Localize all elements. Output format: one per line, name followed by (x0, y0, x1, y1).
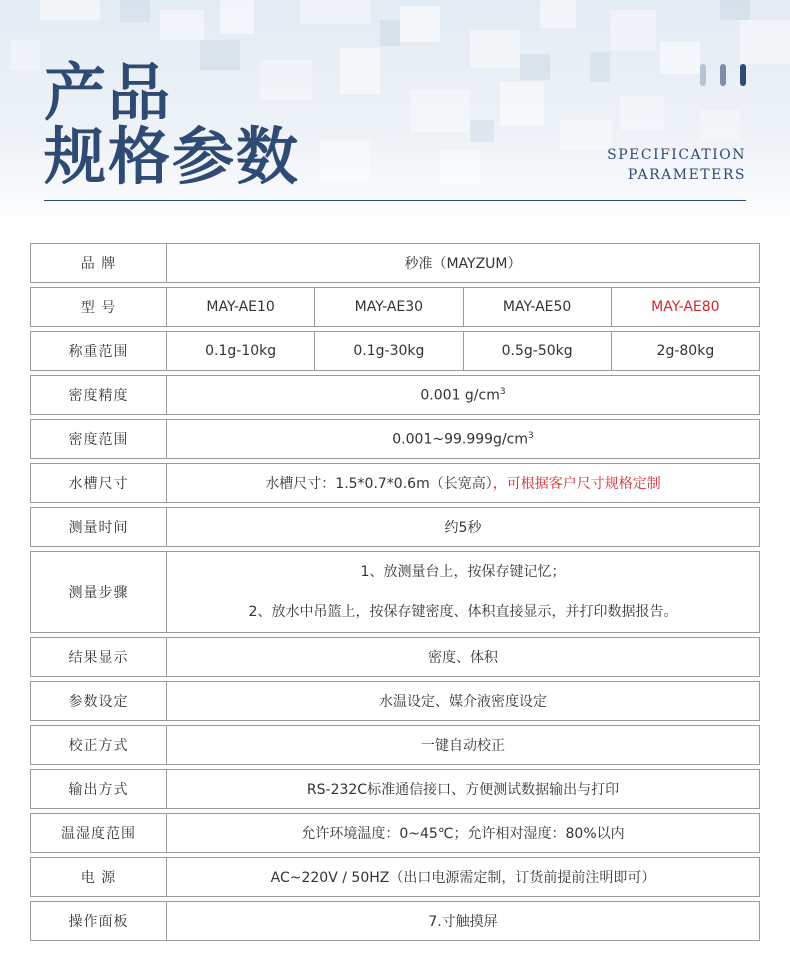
table-row (31, 814, 760, 853)
row-value: 一键自动校正 (167, 726, 760, 765)
header-banner (0, 0, 790, 236)
table-row (31, 726, 760, 765)
range-cell: 0.1g-10kg (205, 343, 277, 359)
row-label: 品 牌 (31, 244, 167, 283)
row-label: 测量步骤 (31, 552, 167, 633)
row-label: 电 源 (31, 858, 167, 897)
row-value (167, 552, 760, 633)
row-value: 水温设定、媒介液密度设定 (167, 682, 760, 721)
range-cell: 0.5g-50kg (463, 332, 611, 370)
table-row (31, 638, 760, 677)
row-value: 密度、体积 (167, 638, 760, 677)
row-value (167, 420, 760, 459)
tank-custom-note: ，可根据客户尺寸规格定制 (492, 476, 661, 492)
row-value: RS-232C标准通信接口、方便测试数据输出与打印 (167, 770, 760, 809)
table-row (31, 858, 760, 897)
model-cell-highlight: MAY-AE80 (611, 288, 759, 326)
row-label: 结果显示 (31, 638, 167, 677)
table-row (31, 332, 760, 371)
table-row (31, 244, 760, 283)
decor-bar (700, 64, 706, 86)
range-cell: 2g-80kg (611, 332, 759, 370)
row-label: 密度精度 (31, 376, 167, 415)
table-row (31, 420, 760, 459)
density-range-value: 0.001~99.999g/cm (392, 431, 528, 448)
row-value: 允许环境温度：0~45℃；允许相对湿度：80%以内 (167, 814, 760, 853)
range-cell: 0.1g-30kg (314, 332, 462, 370)
row-value (167, 376, 760, 415)
subtitle-line2: PARAMETERS (627, 167, 746, 183)
row-label: 水槽尺寸 (31, 464, 167, 503)
row-value: 7.寸触摸屏 (167, 902, 760, 941)
page-title-line2: 规格参数 (44, 120, 301, 193)
model-cell: MAY-AE10 (206, 299, 275, 315)
density-precision-value: 0.001 g/cm (420, 387, 500, 404)
row-value (167, 464, 760, 503)
row-value: 约5秒 (167, 508, 760, 547)
table-row (31, 770, 760, 809)
row-label: 操作面板 (31, 902, 167, 941)
header-divider (44, 200, 746, 201)
row-value: AC~220V / 50HZ（出口电源需定制，订货前提前注明即可） (167, 858, 760, 897)
model-cell: MAY-AE50 (463, 288, 611, 326)
row-value: 秒准（MAYZUM） (167, 244, 760, 283)
row-label: 校正方式 (31, 726, 167, 765)
row-label: 型 号 (31, 288, 167, 327)
row-label: 称重范围 (31, 332, 167, 371)
tank-size-value: 水槽尺寸：1.5*0.7*0.6m（长宽高） (265, 476, 493, 492)
page-title-line1: 产品 (44, 56, 173, 129)
step-2: 2、放水中吊篮上，按保存键密度、体积直接显示，并打印数据报告。 (248, 604, 678, 620)
step-1: 1、放测量台上，按保存键记忆； (360, 564, 566, 580)
range-cells (167, 332, 760, 371)
unit-superscript: 3 (528, 430, 534, 441)
decor-bar (740, 64, 746, 86)
table-row (31, 902, 760, 941)
table-row (31, 376, 760, 415)
table-row (31, 464, 760, 503)
table-row (31, 288, 760, 327)
table-row (31, 682, 760, 721)
unit-superscript: 3 (499, 386, 506, 397)
table-row (31, 552, 760, 633)
decor-bar (720, 64, 726, 86)
row-label: 温湿度范围 (31, 814, 167, 853)
decorative-bars (700, 64, 746, 86)
model-cell: MAY-AE30 (314, 288, 462, 326)
row-label: 测量时间 (31, 508, 167, 547)
table-row (31, 508, 760, 547)
spec-table (30, 243, 760, 941)
row-label: 参数设定 (31, 682, 167, 721)
row-label: 输出方式 (31, 770, 167, 809)
model-cells (167, 288, 760, 327)
subtitle-line1: SPECIFICATION (607, 147, 746, 163)
row-label: 密度范围 (31, 420, 167, 459)
